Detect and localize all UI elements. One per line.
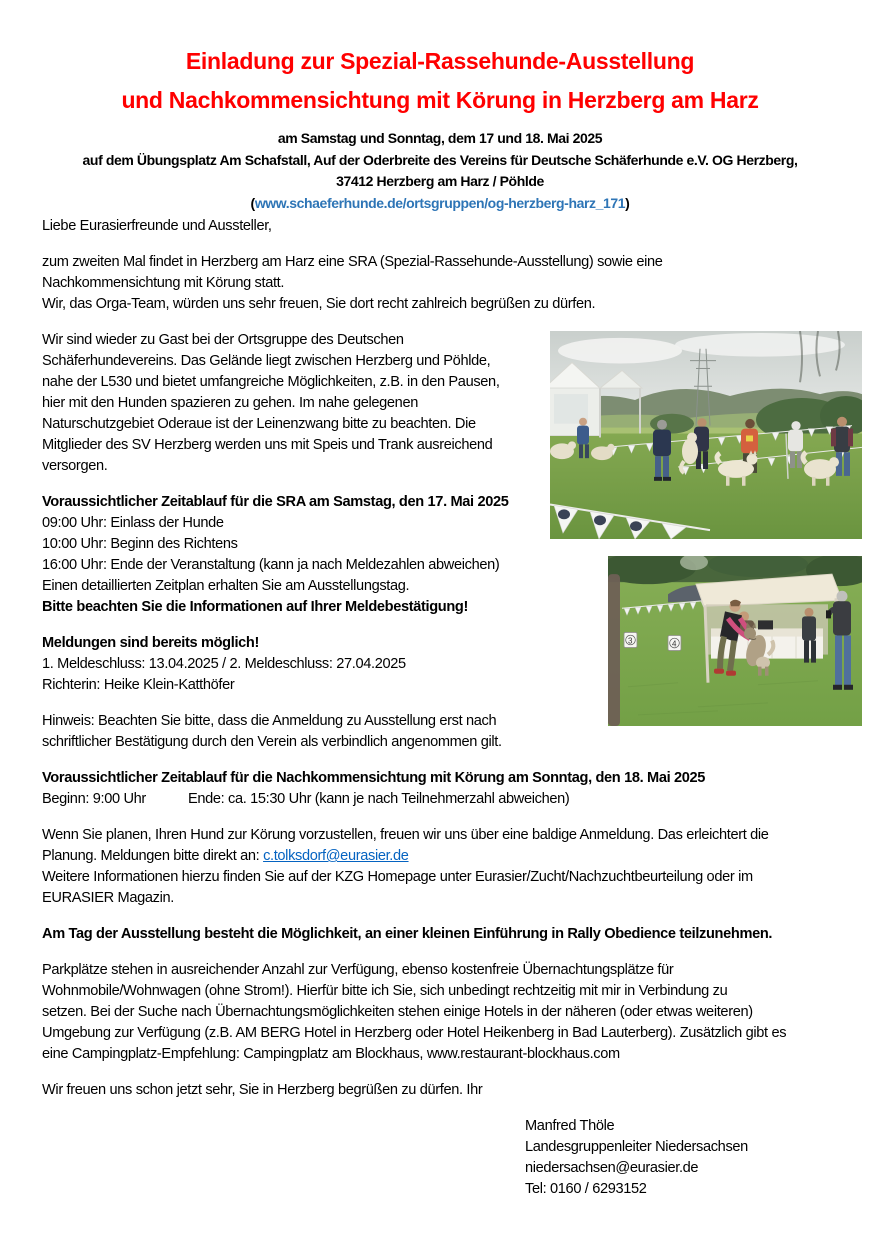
sra-schedule-heading: Voraussichtlicher Zeitablauf für die SRA am Samstag, den 17. Mai 2025 — [42, 494, 509, 510]
photo-show-ground — [550, 331, 862, 539]
signature-phone: Tel: 0160 / 6293152 — [525, 1181, 647, 1197]
text-line: setzen. Bei der Suche nach Übernachtungsmöglichkeiten stehen einige Hotels in der näheren (oder etwas weiteren) — [42, 1004, 753, 1020]
text-line: Parkplätze stehen in ausreichender Anzahl zur Verfügung, ebenso kostenfreie Übernachtungsplätze für — [42, 962, 674, 978]
ring-number-3: 3 — [628, 636, 633, 646]
text-line: Wir, das Orga-Team, würden uns sehr freuen, Sie dort recht zahlreich begrüßen zu dürfen. — [42, 296, 596, 312]
text-line: Mitglieder des SV Herzberg werden uns mit Speis und Trank ausreichend — [42, 437, 493, 453]
intro-paragraph — [42, 252, 838, 315]
closing-line: Wir freuen uns schon jetzt sehr, Sie in Herzberg begrüßen zu dürfen. Ihr — [42, 1082, 483, 1098]
koerung-paragraph — [42, 825, 838, 909]
koerung-heading: Voraussichtlicher Zeitablauf für die Nachkommensichtung mit Körung am Sonntag, den 18. Mai 2025 — [42, 770, 706, 786]
text-line: versorgen. — [42, 458, 108, 474]
sra-note: Bitte beachten Sie die Informationen auf Ihrer Meldebestätigung! — [42, 599, 469, 615]
koerung-begin: Beginn: 9:00 Uhr — [42, 791, 146, 807]
text-line: nahe der L530 und bietet umfangreiche Möglichkeiten, z.B. in den Pausen, — [42, 374, 500, 390]
event-details — [42, 128, 838, 214]
meldungen-heading: Meldungen sind bereits möglich! — [42, 635, 259, 651]
paren-open: ( — [250, 194, 255, 211]
greeting — [42, 216, 838, 237]
text-line: Nachkommensichtung mit Körung statt. — [42, 275, 285, 291]
photo-ring-training — [608, 556, 862, 726]
title-line-2: und Nachkommensichtung mit Körung in Herzberg am Harz — [121, 87, 759, 113]
koerung-times — [42, 789, 838, 810]
club-website-link[interactable]: www.schaeferhunde.de/ortsgruppen/og-herzberg-harz_171 — [254, 194, 626, 211]
text-line: schriftlicher Bestätigung durch den Verein als verbindlich angenommen gilt. — [42, 734, 502, 750]
signature-email: niedersachsen@eurasier.de — [525, 1160, 699, 1176]
text-line: Wohnmobile/Wohnwagen (ohne Strom!). Hierfür bitte ich Sie, sich unbedingt rechtzeitig mit mir in Verbindung zu — [42, 983, 728, 999]
event-website-line — [42, 193, 838, 215]
schedule-line: 10:00 Uhr: Beginn des Richtens — [42, 536, 238, 552]
text-line-with-link — [42, 846, 838, 867]
greeting-line: Liebe Eurasierfreunde und Aussteller, — [42, 218, 272, 234]
text-line: Hinweis: Beachten Sie bitte, dass die Anmeldung zu Ausstellung erst nach — [42, 713, 497, 729]
text-line: Richterin: Heike Klein-Katthöfer — [42, 677, 235, 693]
text-line: eine Campingplatz-Empfehlung: Campingplatz am Blockhaus, www.restaurant-blockhaus.com — [42, 1046, 620, 1062]
signature-role: Landesgruppenleiter Niedersachsen — [525, 1139, 748, 1155]
schedule-line: Einen detaillierten Zeitplan erhalten Sie am Ausstellungstag. — [42, 578, 410, 594]
parking-paragraph — [42, 960, 838, 1065]
rally-note — [42, 924, 838, 945]
text-line: zum zweiten Mal findet in Herzberg am Harz eine SRA (Spezial-Rassehunde-Ausstellung) sowie eine — [42, 254, 663, 270]
signature-block — [525, 1116, 838, 1200]
registration-email-link[interactable]: c.tolksdorf@eurasier.de — [263, 848, 409, 864]
text-before-link: Planung. Meldungen bitte direkt an: — [42, 848, 264, 864]
schedule-line: 16:00 Uhr: Ende der Veranstaltung (kann ja nach Meldezahlen abweichen) — [42, 557, 500, 573]
schedule-line: 09:00 Uhr: Einlass der Hunde — [42, 515, 224, 531]
signature-name: Manfred Thöle — [525, 1118, 615, 1134]
text-line: 1. Meldeschluss: 13.04.2025 / 2. Meldeschluss: 27.04.2025 — [42, 656, 406, 672]
event-venue: auf dem Übungsplatz Am Schafstall, Auf der Oderbreite des Vereins für Deutsche Schäferhunde e.V. OG Herzberg, — [82, 151, 798, 168]
koerung-schedule — [42, 768, 838, 810]
text-line: Wir sind wieder zu Gast bei der Ortsgruppe des Deutschen — [42, 332, 404, 348]
ring-number-4: 4 — [672, 639, 677, 649]
text-line: Wenn Sie planen, Ihren Hund zur Körung vorzustellen, freuen wir uns über eine baldige Anmeldung. Das erleichtert die — [42, 827, 769, 843]
text-line: EURASIER Magazin. — [42, 890, 174, 906]
event-date: am Samstag und Sonntag, dem 17 und 18. Mai 2025 — [277, 130, 603, 146]
title-line-1: Einladung zur Spezial-Rassehunde-Ausstellung — [185, 48, 695, 74]
text-line: Weitere Informationen hierzu finden Sie auf der KZG Homepage unter Eurasier/Zucht/Nachzuchtbeurteilung oder im — [42, 869, 753, 885]
event-address: 37412 Herzberg am Harz / Pöhlde — [336, 173, 544, 189]
text-line: Umgebung zur Verfügung (z.B. AM BERG Hotel in Herzberg oder Hotel Heikenberg in Bad Lauterberg). Zusätzlich gibt es — [42, 1025, 787, 1041]
text-line: hier mit den Hunden spazieren zu gehen. Im nahe gelegenen — [42, 395, 418, 411]
rally-note-line: Am Tag der Ausstellung besteht die Möglichkeit, an einer kleinen Einführung in Rally Obedience teilzunehmen. — [42, 926, 773, 942]
text-line: Schäferhundevereins. Das Gelände liegt zwischen Herzberg und Pöhlde, — [42, 353, 491, 369]
paren-close: ) — [625, 194, 630, 211]
koerung-end: Ende: ca. 15:30 Uhr (kann je nach Teilnehmerzahl abweichen) — [187, 791, 570, 807]
page-title — [42, 42, 838, 120]
text-line: Naturschutzgebiet Oderaue ist der Leinenzwang bitte zu beachten. Die — [42, 416, 476, 432]
closing-paragraph — [42, 1080, 838, 1101]
